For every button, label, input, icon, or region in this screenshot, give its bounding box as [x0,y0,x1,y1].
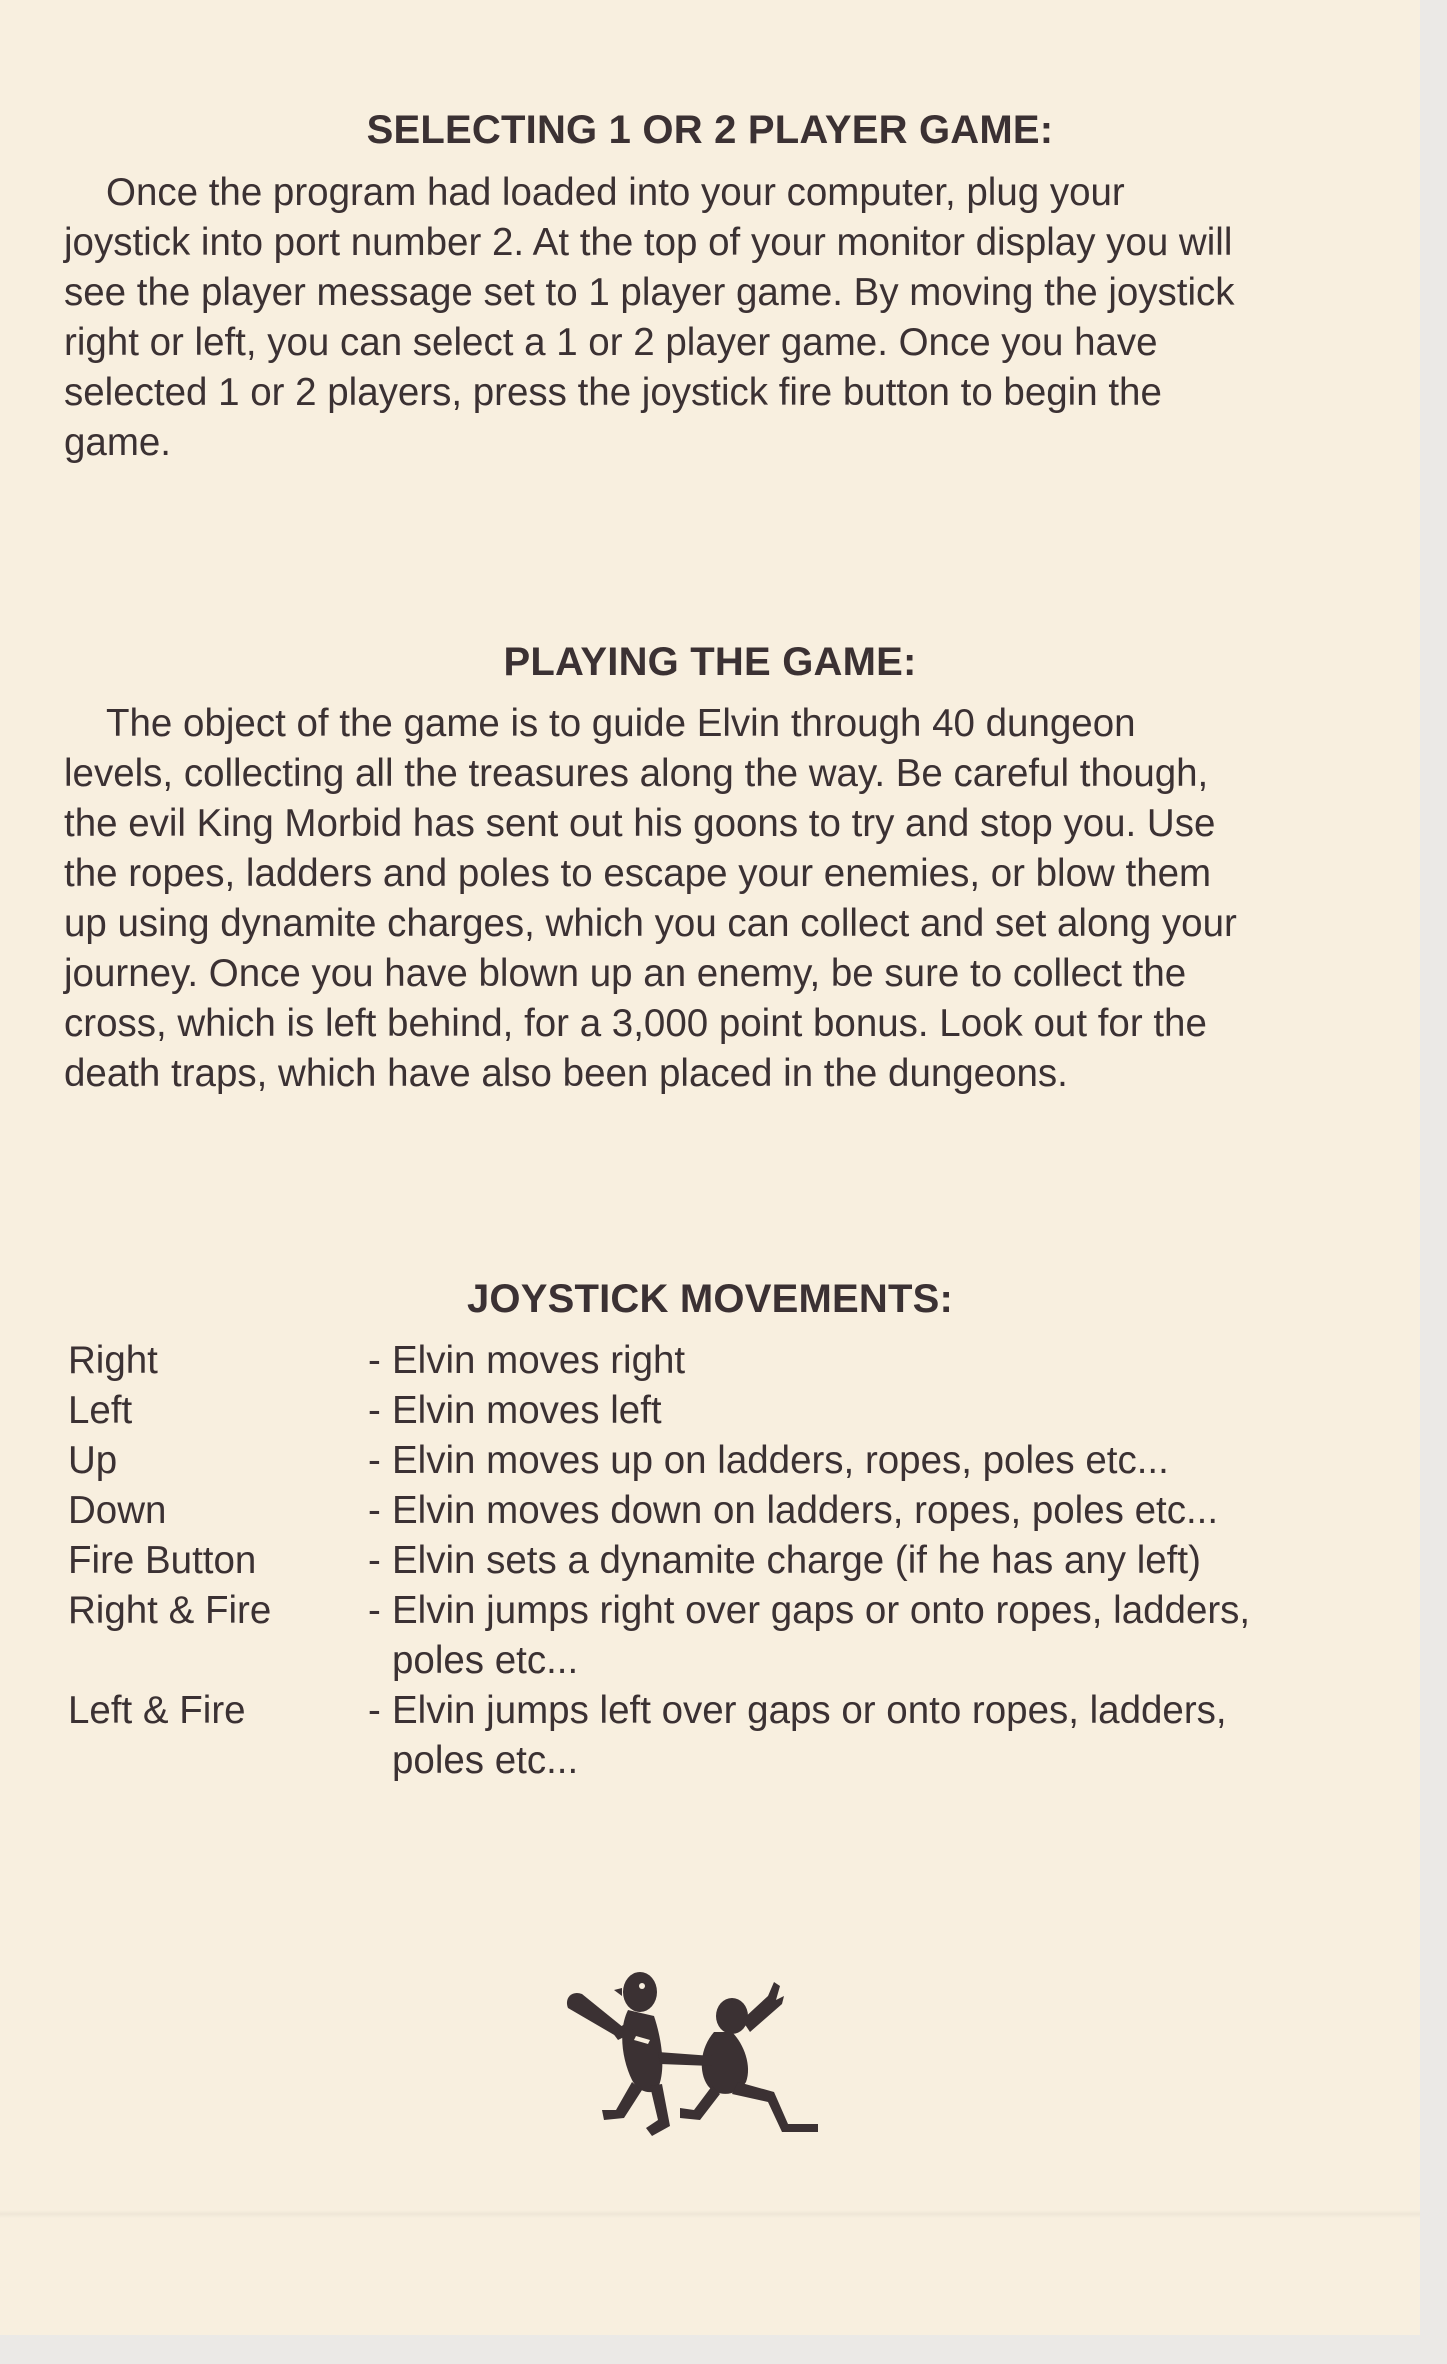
dash: - [368,1389,381,1432]
movement-description [368,1336,1368,1386]
movement-key: Down [68,1489,167,1532]
dash: - [368,1339,381,1382]
selecting-line: game. [64,421,172,464]
selecting-line: right or left, you can select a 1 or 2 player game. Once you have [64,321,1158,364]
movement-description [368,1486,1368,1536]
movement-key: Left & Fire [68,1689,246,1732]
selecting-line: joystick into port number 2. At the top of your monitor display you will [64,221,1233,264]
movement-description [368,1586,1368,1686]
joystick-heading: JOYSTICK MOVEMENTS: [466,1277,954,1321]
dash: - [368,1589,381,1632]
movement-description [368,1386,1368,1436]
dash: - [368,1489,381,1532]
playing-heading: PLAYING THE GAME: [503,640,917,684]
movement-row [68,1536,1368,1586]
playing-line: the ropes, ladders and poles to escape your enemies, or blow them [64,852,1212,895]
movement-row [68,1336,1368,1386]
movement-key: Up [68,1439,118,1482]
movement-text: Elvin moves down on ladders, ropes, poles etc... [392,1489,1219,1532]
movement-key: Right & Fire [68,1589,272,1632]
movement-text: Elvin moves left [392,1389,662,1432]
selecting-line: selected 1 or 2 players, press the joystick fire button to begin the [64,371,1162,414]
playing-line: up using dynamite charges, which you can collect and set along your [64,902,1237,945]
joystick-movements-list [68,1336,1368,1786]
selecting-line: see the player message set to 1 player game. By moving the joystick [64,271,1235,314]
movement-description [368,1686,1368,1786]
movement-row [68,1486,1368,1536]
movement-row [68,1386,1368,1436]
selecting-heading: SELECTING 1 OR 2 PLAYER GAME: [366,108,1054,152]
movement-text-line: Elvin jumps left over gaps or onto ropes, ladders, [392,1689,1227,1732]
playing-line: the evil King Morbid has sent out his goons to try and stop you. Use [64,802,1216,845]
movement-text-line: poles etc... [392,1639,579,1682]
movement-row [68,1436,1368,1486]
scan-bottom-edge [0,2335,1447,2364]
playing-line: journey. Once you have blown up an enemy, be sure to collect the [64,952,1187,995]
movement-description [368,1436,1368,1486]
movement-row [68,1586,1368,1686]
movement-key: Right [68,1339,158,1382]
movement-text-line: Elvin jumps right over gaps or onto ropes, ladders, [392,1589,1251,1632]
playing-line: The object of the game is to guide Elvin through 40 dungeon [106,702,1136,745]
movement-key: Fire Button [68,1539,257,1582]
scan-edge [1420,0,1447,2364]
playing-line: death traps, which have also been placed in the dungeons. [64,1052,1068,1095]
movement-row [68,1686,1368,1786]
playing-paragraph [64,699,1374,1099]
movement-text-line: poles etc... [392,1739,579,1782]
movement-text [392,1586,1368,1686]
playing-line: cross, which is left behind, for a 3,000 point bonus. Look out for the [64,1002,1207,1045]
playing-line: levels, collecting all the treasures along the way. Be careful though, [64,752,1209,795]
dash: - [368,1539,381,1582]
movement-key: Left [68,1389,133,1432]
paper-fold [0,2210,1420,2218]
movement-text: Elvin sets a dynamite charge (if he has any left) [392,1539,1201,1582]
selecting-line: Once the program had loaded into your computer, plug your [106,171,1125,214]
movement-text: Elvin moves up on ladders, ropes, poles etc... [392,1439,1169,1482]
caveman-characters-logo [562,1960,852,2160]
selecting-paragraph [64,168,1374,468]
dash: - [368,1439,381,1482]
movement-description [368,1536,1368,1586]
dash: - [368,1689,381,1732]
movement-text: Elvin moves right [392,1339,686,1382]
movement-text [392,1686,1368,1786]
